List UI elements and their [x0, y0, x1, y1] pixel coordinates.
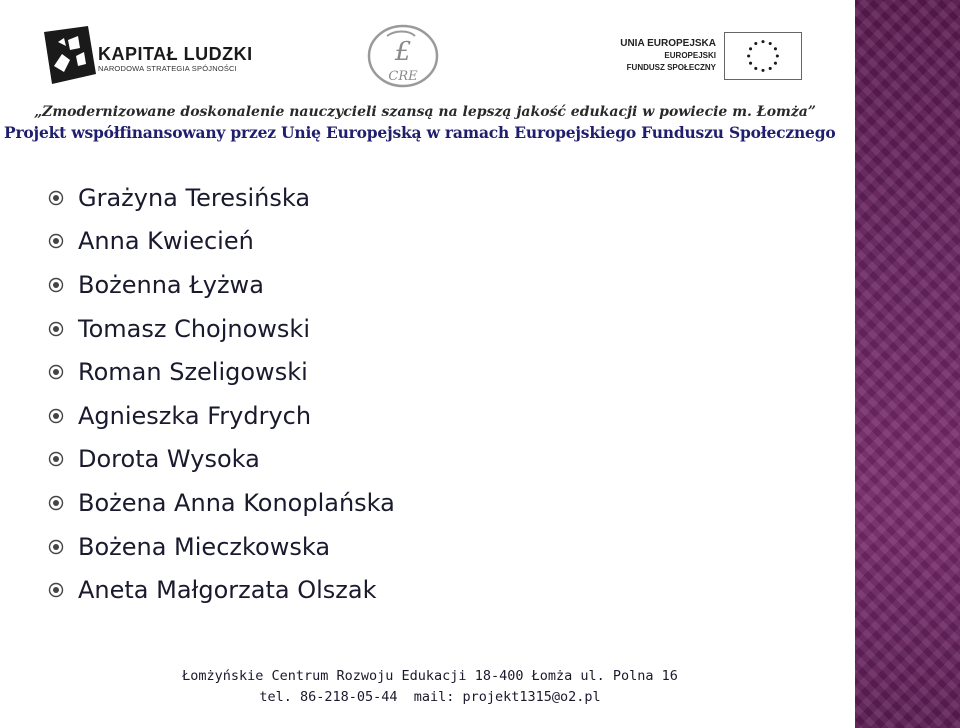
eu-line-2: EUROPEJSKI	[664, 51, 716, 60]
eu-label	[560, 38, 716, 74]
person-name: Bożena Mieczkowska	[78, 532, 331, 561]
person-name: Aneta Małgorzata Olszak	[78, 576, 377, 605]
list-item	[48, 220, 395, 264]
eu-line-3: FUNDUSZ SPOŁECZNY	[626, 63, 716, 72]
bullet-icon	[48, 582, 64, 598]
svg-text:£: £	[394, 37, 412, 67]
footer-contact: tel. 86-218-05-44 mail: projekt1315@o2.pl	[259, 689, 601, 705]
bullet-icon	[48, 277, 64, 293]
person-name: Roman Szeligowski	[78, 358, 308, 387]
list-item	[48, 438, 395, 482]
person-name: Tomasz Chojnowski	[78, 314, 310, 343]
eu-flag-icon	[724, 32, 802, 80]
kapital-ludzki-title: KAPITAŁ LUDZKI	[98, 44, 253, 64]
person-name: Agnieszka Frydrych	[78, 401, 312, 430]
person-name: Anna Kwiecień	[78, 227, 254, 256]
list-item	[48, 307, 395, 351]
decorative-side-band	[855, 0, 960, 728]
footer-address: Łomżyńskie Centrum Rozwoju Edukacji 18-400 Łomża ul. Polna 16	[182, 668, 678, 684]
bullet-icon	[48, 495, 64, 511]
person-name: Grażyna Teresińska	[78, 183, 311, 212]
list-item	[48, 263, 395, 307]
project-title: „Zmodernizowane doskonalenie nauczycieli szansą na lepszą jakość edukacji w powiecie m. Łomża”	[34, 104, 816, 120]
person-name: Bożenna Łyżwa	[78, 270, 264, 299]
bullet-icon	[48, 233, 64, 249]
list-item	[48, 394, 395, 438]
person-name: Bożena Anna Konoplańska	[78, 488, 395, 517]
footer	[150, 666, 710, 708]
list-item	[48, 481, 395, 525]
list-item	[48, 176, 395, 220]
bullet-icon	[48, 190, 64, 206]
list-item	[48, 350, 395, 394]
bullet-icon	[48, 408, 64, 424]
list-item	[48, 525, 395, 569]
kapital-ludzki-subtitle: NARODOWA STRATEGIA SPÓJNOŚCI	[98, 64, 237, 73]
bullet-icon	[48, 321, 64, 337]
project-cofunding-note: Projekt współfinansowany przez Unię Europejską w ramach Europejskiego Funduszu Społecznego	[4, 123, 836, 142]
bullet-icon	[48, 364, 64, 380]
cre-logo-text: CRE	[388, 69, 418, 84]
cre-emblem-icon	[365, 22, 441, 90]
eu-line-1: UNIA EUROPEJSKA	[620, 38, 716, 49]
names-list	[48, 176, 395, 612]
bullet-icon	[48, 539, 64, 555]
list-item	[48, 568, 395, 612]
person-name: Dorota Wysoka	[78, 445, 260, 474]
bullet-icon	[48, 451, 64, 467]
